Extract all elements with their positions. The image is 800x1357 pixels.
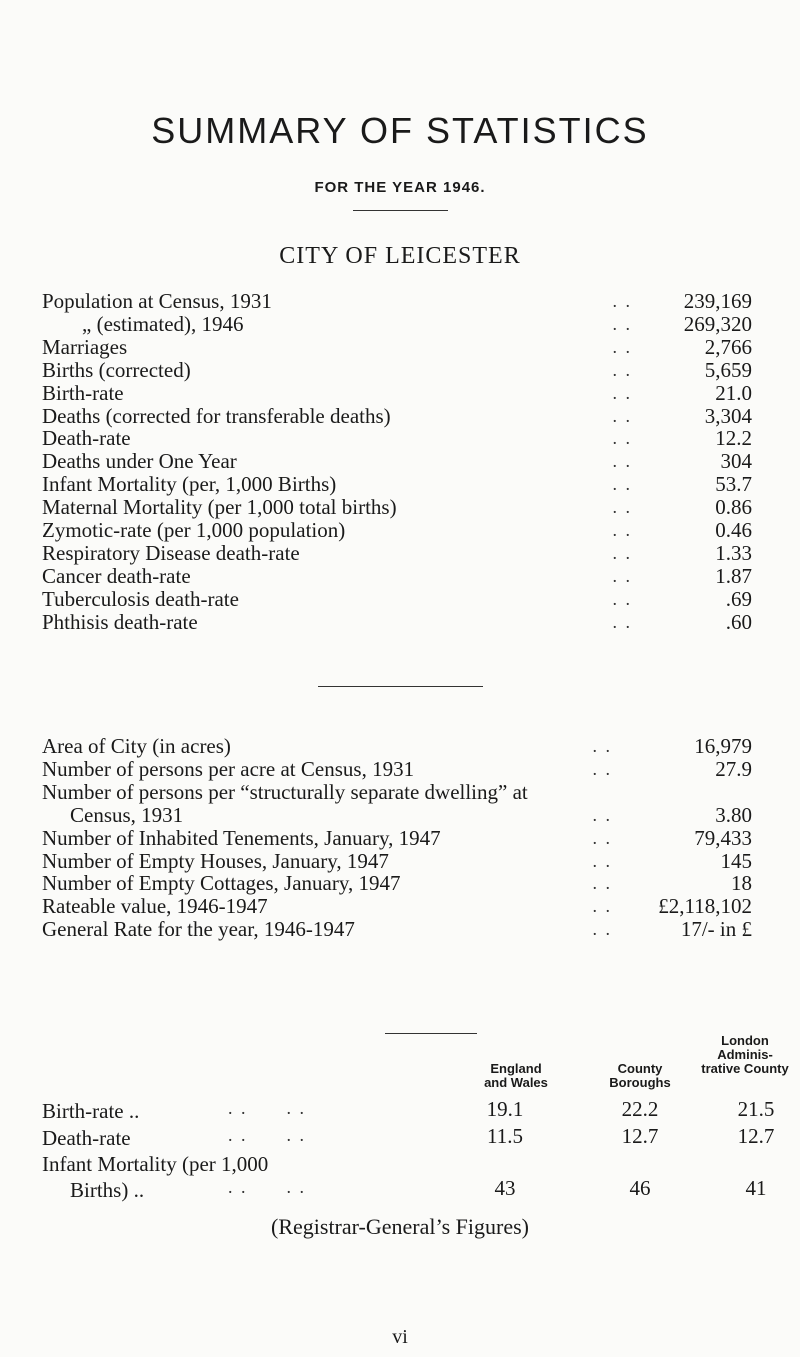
stat-label: Phthisis death-rate (42, 609, 198, 634)
stat-value: 21.0 (715, 380, 752, 405)
stat-label: Deaths under One Year (42, 449, 237, 474)
stat-value: 17/- in £ (680, 917, 752, 942)
value-county-boroughs: 22.2 (621, 1097, 659, 1121)
source-note: (Registrar-General’s Figures) (271, 1214, 529, 1239)
leader-dots: . . (612, 336, 632, 357)
page-title: SUMMARY OF STATISTICS (151, 110, 649, 151)
column-header-london: London Adminis- trative County (701, 1033, 789, 1076)
stat-label: Deaths (corrected for transferable deaths) (42, 403, 391, 428)
stat-label: Census, 1931 (70, 802, 184, 827)
page-subtitle: FOR THE YEAR 1946. (314, 179, 486, 196)
value-london: 21.5 (737, 1097, 775, 1121)
leader-dots: . . (612, 382, 632, 403)
row-label: Births) .. (70, 1178, 145, 1202)
stat-value: 12.2 (715, 426, 752, 451)
value-county-boroughs: 12.7 (621, 1124, 659, 1148)
row-label: Death-rate (42, 1126, 131, 1150)
leader-dots: . . . . (228, 1098, 306, 1118)
stat-label: Birth-rate (42, 380, 124, 405)
stat-value: .69 (725, 586, 752, 611)
stat-value: 1.33 (715, 540, 752, 565)
stat-value: 3,304 (704, 403, 752, 428)
leader-dots: . . . . (228, 1177, 306, 1197)
leader-dots: . . (592, 896, 612, 917)
value-england-wales: 11.5 (487, 1124, 523, 1148)
stat-label: Births (corrected) (42, 357, 191, 382)
leader-dots: . . (612, 542, 632, 563)
value-england-wales: 19.1 (486, 1097, 524, 1121)
stat-value: 18 (731, 871, 752, 896)
stat-label: „ (estimated), 1946 (82, 311, 244, 336)
leader-dots: . . (592, 736, 612, 756)
city-heading: CITY OF LEICESTER (279, 243, 521, 269)
stat-label: Cancer death-rate (42, 563, 191, 588)
leader-dots: . . (612, 428, 632, 449)
stat-value: 79,433 (694, 825, 752, 850)
stat-value: 304 (720, 449, 752, 474)
leader-dots: . . (612, 474, 632, 495)
stat-value: 3.80 (715, 802, 752, 827)
stat-value: 269,320 (683, 311, 752, 336)
stat-value: 53.7 (715, 472, 752, 497)
leader-dots: . . (612, 565, 632, 586)
value-england-wales: 43 (494, 1176, 516, 1200)
divider (385, 1033, 477, 1034)
divider (318, 686, 483, 687)
stat-value: 5,659 (704, 357, 752, 382)
stat-label: Maternal Mortality (per 1,000 total births) (42, 495, 397, 520)
leader-dots: . . (592, 758, 612, 779)
stat-value: £2,118,102 (658, 894, 752, 919)
stat-label: Respiratory Disease death-rate (42, 540, 300, 565)
leader-dots: . . (612, 313, 632, 334)
stat-label: Number of Inhabited Tenements, January, 1947 (42, 825, 441, 850)
page-number: vi (392, 1326, 408, 1348)
stat-label: Zymotic-rate (per 1,000 population) (42, 518, 346, 542)
leader-dots: . . (592, 850, 612, 871)
leader-dots: . . . . (228, 1125, 306, 1145)
divider (353, 210, 448, 211)
leader-dots: . . (612, 291, 632, 311)
stat-label: Number of persons per acre at Census, 1931 (42, 756, 415, 781)
row-label: Birth-rate .. (42, 1099, 140, 1123)
stat-label: Death-rate (42, 426, 131, 451)
leader-dots: . . (592, 919, 612, 940)
stat-label: Number of Empty Cottages, January, 1947 (42, 871, 401, 896)
leader-dots: . . (612, 497, 632, 518)
stat-value: 239,169 (683, 289, 752, 313)
leader-dots: . . (612, 405, 632, 426)
stat-label: Number of persons per “structurally separate dwelling” at (42, 779, 528, 804)
stat-value: .60 (725, 609, 752, 634)
leader-dots: . . (592, 873, 612, 894)
stat-label: Marriages (42, 334, 128, 359)
column-header-england-wales: England and Wales (484, 1061, 548, 1090)
stat-row (42, 916, 752, 942)
value-county-boroughs: 46 (629, 1176, 651, 1200)
value-london: 12.7 (737, 1124, 775, 1148)
stat-row (42, 609, 752, 635)
leader-dots: . . (612, 611, 632, 632)
stat-label: Rateable value, 1946-1947 (42, 894, 268, 919)
stat-label: Tuberculosis death-rate (42, 586, 239, 611)
leader-dots: . . (612, 451, 632, 472)
stat-value: 0.86 (715, 495, 752, 520)
leader-dots: . . (592, 804, 612, 825)
leader-dots: . . (612, 588, 632, 609)
stat-label: Number of Empty Houses, January, 1947 (42, 848, 389, 873)
stat-value: 0.46 (715, 518, 752, 542)
column-header-county-boroughs: County Boroughs (609, 1061, 671, 1090)
stat-value: 16,979 (694, 734, 752, 758)
stat-value: 27.9 (715, 756, 752, 781)
stat-label: Population at Census, 1931 (42, 289, 272, 313)
leader-dots: . . (592, 827, 612, 848)
value-london: 41 (745, 1176, 767, 1200)
stat-label: Area of City (in acres) (42, 734, 231, 758)
leader-dots: . . (612, 520, 632, 540)
stat-label: General Rate for the year, 1946-1947 (42, 917, 355, 942)
row-label: Infant Mortality (per 1,000 (42, 1152, 269, 1176)
leader-dots: . . (612, 359, 632, 380)
stat-value: 2,766 (704, 334, 752, 359)
stat-label: Infant Mortality (per, 1,000 Births) (42, 472, 337, 497)
stat-value: 1.87 (715, 563, 752, 588)
stat-value: 145 (720, 848, 752, 873)
